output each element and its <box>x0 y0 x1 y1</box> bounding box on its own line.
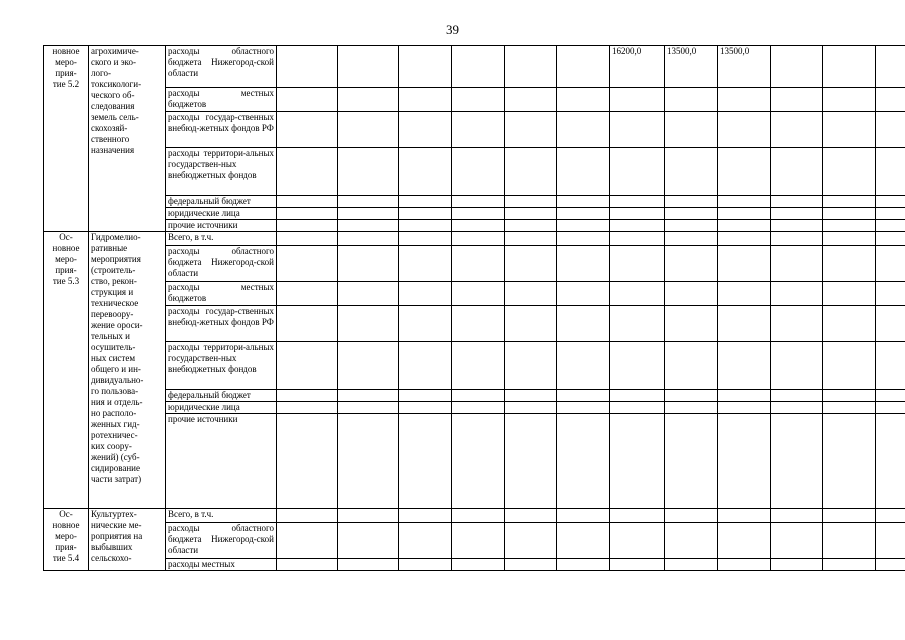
value-cell <box>338 342 399 390</box>
value-cell <box>771 390 823 402</box>
value-cell <box>277 148 338 196</box>
value-cell <box>505 208 557 220</box>
value-cell <box>399 46 452 88</box>
value-cell <box>876 148 905 196</box>
value-cell <box>718 196 771 208</box>
measure-name <box>89 232 166 509</box>
value-cell <box>399 306 452 342</box>
value-cell <box>876 88 905 112</box>
value-cell <box>610 88 665 112</box>
value-cell <box>665 342 718 390</box>
value-cell <box>610 414 665 509</box>
value-cell <box>771 509 823 523</box>
value-cell <box>505 282 557 306</box>
table-row <box>44 232 905 246</box>
value-cell <box>452 306 505 342</box>
value-cell <box>665 220 718 232</box>
value-cell <box>771 282 823 306</box>
value-cell <box>665 232 718 246</box>
funding-source: Всего, в т.ч. <box>166 232 277 246</box>
value-cell <box>557 46 610 88</box>
value-cell <box>718 390 771 402</box>
value-cell <box>718 509 771 523</box>
value-cell: 13500,0 <box>665 46 718 88</box>
value-cell <box>399 232 452 246</box>
value-cell <box>452 559 505 571</box>
value-cell <box>876 342 905 390</box>
value-cell <box>823 208 876 220</box>
measure-name-text: Культуртех- нические ме- роприятия на выбывших сельскохо- <box>91 509 143 563</box>
measure-code <box>44 232 89 509</box>
value-cell <box>557 559 610 571</box>
value-cell <box>665 414 718 509</box>
value-cell <box>557 148 610 196</box>
value-cell <box>665 402 718 414</box>
value-cell <box>718 523 771 559</box>
value-cell <box>505 148 557 196</box>
value-cell <box>399 282 452 306</box>
value-cell <box>876 112 905 148</box>
value-cell <box>823 148 876 196</box>
value-cell: 16200,0 <box>610 46 665 88</box>
value-cell <box>610 148 665 196</box>
page-number: 39 <box>446 22 459 37</box>
value-cell <box>876 306 905 342</box>
table-row <box>44 523 905 559</box>
funding-source: федеральный бюджет <box>166 390 277 402</box>
value-cell <box>505 196 557 208</box>
value-cell <box>665 390 718 402</box>
value-cell <box>277 390 338 402</box>
value-cell <box>399 246 452 282</box>
value-cell <box>505 306 557 342</box>
value-cell <box>452 523 505 559</box>
funding-source: расходы областного бюджета Нижегород-ской области <box>166 46 277 88</box>
value-cell <box>452 402 505 414</box>
value-cell <box>277 196 338 208</box>
value-cell <box>505 88 557 112</box>
value-cell <box>277 232 338 246</box>
value-cell <box>557 402 610 414</box>
funding-source: расходы местных бюджетов <box>166 282 277 306</box>
value-cell <box>610 232 665 246</box>
value-cell <box>452 246 505 282</box>
value-cell <box>771 232 823 246</box>
value-cell <box>277 112 338 148</box>
value-cell <box>665 523 718 559</box>
value-cell <box>823 246 876 282</box>
funding-source: расходы местных <box>166 559 277 571</box>
value-cell <box>771 196 823 208</box>
value-cell <box>277 46 338 88</box>
value-cell <box>823 523 876 559</box>
value-cell <box>338 220 399 232</box>
value-cell <box>452 208 505 220</box>
value-cell <box>823 509 876 523</box>
value-cell <box>610 390 665 402</box>
table-row <box>44 148 905 196</box>
value-cell <box>876 402 905 414</box>
funding-source: расходы государ-ственных внебюд-жетных фондов РФ <box>166 112 277 148</box>
funding-source: расходы местных бюджетов <box>166 88 277 112</box>
table-row <box>44 282 905 306</box>
value-cell <box>718 148 771 196</box>
value-cell <box>277 559 338 571</box>
value-cell <box>665 196 718 208</box>
value-cell <box>823 220 876 232</box>
value-cell <box>718 414 771 509</box>
value-cell <box>876 282 905 306</box>
measure-code-text: Ос- новное меро- прия- тие 5.3 <box>52 232 80 286</box>
value-cell <box>505 523 557 559</box>
value-cell <box>876 232 905 246</box>
value-cell <box>771 342 823 390</box>
value-cell: 13500,0 <box>718 46 771 88</box>
value-cell <box>338 402 399 414</box>
value-cell <box>823 402 876 414</box>
value-cell <box>771 246 823 282</box>
value-cell <box>505 509 557 523</box>
value-cell <box>876 246 905 282</box>
value-cell <box>557 232 610 246</box>
value-cell <box>277 246 338 282</box>
measure-code-text: новное меро- прия- тие 5.2 <box>52 46 80 89</box>
funding-source: расходы государ-ственных внебюд-жетных фондов РФ <box>166 306 277 342</box>
value-cell <box>876 390 905 402</box>
value-cell <box>823 282 876 306</box>
value-cell <box>338 88 399 112</box>
table-row <box>44 112 905 148</box>
value-cell <box>452 220 505 232</box>
table-row <box>44 306 905 342</box>
value-cell <box>452 414 505 509</box>
value-cell <box>277 306 338 342</box>
value-cell <box>876 196 905 208</box>
funding-source: юридические лица <box>166 208 277 220</box>
value-cell <box>338 306 399 342</box>
value-cell <box>771 559 823 571</box>
value-cell <box>557 414 610 509</box>
value-cell <box>557 112 610 148</box>
table-row <box>44 342 905 390</box>
value-cell <box>505 46 557 88</box>
value-cell <box>277 402 338 414</box>
value-cell <box>665 246 718 282</box>
value-cell <box>277 342 338 390</box>
value-cell <box>557 523 610 559</box>
value-cell <box>338 232 399 246</box>
value-cell <box>505 390 557 402</box>
value-cell <box>338 112 399 148</box>
value-cell <box>399 402 452 414</box>
value-cell <box>823 196 876 208</box>
value-cell <box>452 342 505 390</box>
value-cell <box>718 306 771 342</box>
table-row <box>44 390 905 402</box>
funding-source: прочие источники <box>166 414 277 509</box>
funding-source: расходы областного бюджета Нижегород-ской области <box>166 523 277 559</box>
value-cell <box>718 112 771 148</box>
value-cell <box>771 402 823 414</box>
value-cell <box>399 390 452 402</box>
measure-name <box>89 509 166 571</box>
value-cell <box>718 220 771 232</box>
value-cell <box>610 559 665 571</box>
value-cell <box>452 232 505 246</box>
value-cell <box>823 88 876 112</box>
value-cell <box>610 509 665 523</box>
value-cell <box>338 196 399 208</box>
value-cell <box>452 196 505 208</box>
value-cell <box>771 208 823 220</box>
value-cell <box>452 46 505 88</box>
value-cell <box>610 208 665 220</box>
measure-name-text: Гидромелио- ративные мероприятия (строитель- ство, рекон- струкция и техническое перевоору- жение ороси- тельных и осушитель- ных систем общего и ин- дивидуально- го пользова- ния и отдель- но располо- женных гид- ротехничес- ких соору- жений) (суб- сидирование части затрат) <box>91 232 144 484</box>
value-cell <box>399 208 452 220</box>
value-cell <box>505 414 557 509</box>
value-cell <box>505 342 557 390</box>
value-cell <box>277 414 338 509</box>
value-cell <box>338 208 399 220</box>
table-row <box>44 196 905 208</box>
table-row <box>44 88 905 112</box>
value-cell <box>823 112 876 148</box>
table-row <box>44 414 905 509</box>
value-cell <box>557 390 610 402</box>
value-cell <box>718 402 771 414</box>
table-row <box>44 509 905 523</box>
measure-name <box>89 46 166 232</box>
value-cell <box>338 148 399 196</box>
value-cell <box>610 246 665 282</box>
funding-source: юридические лица <box>166 402 277 414</box>
value-cell <box>557 88 610 112</box>
value-cell <box>557 306 610 342</box>
value-cell <box>718 246 771 282</box>
value-cell <box>610 220 665 232</box>
value-cell <box>610 523 665 559</box>
value-cell <box>338 559 399 571</box>
value-cell <box>610 342 665 390</box>
value-cell <box>338 282 399 306</box>
value-cell <box>338 390 399 402</box>
value-cell <box>610 306 665 342</box>
table-row <box>44 220 905 232</box>
table-row <box>44 208 905 220</box>
value-cell <box>665 509 718 523</box>
value-cell <box>718 232 771 246</box>
value-cell <box>718 88 771 112</box>
measure-code <box>44 46 89 232</box>
value-cell <box>823 46 876 88</box>
value-cell <box>399 112 452 148</box>
value-cell <box>277 208 338 220</box>
funding-source: Всего, в т.ч. <box>166 509 277 523</box>
value-cell <box>505 402 557 414</box>
value-cell <box>610 282 665 306</box>
value-cell <box>718 282 771 306</box>
value-cell <box>876 559 905 571</box>
value-cell <box>771 414 823 509</box>
table-row <box>44 246 905 282</box>
measure-name-text: агрохимиче- ского и эко- лого- токсикологи- ческого об- следования земель сель- скохозяй- ственного назначения <box>91 46 142 155</box>
value-cell <box>823 559 876 571</box>
value-cell <box>771 523 823 559</box>
value-cell <box>823 342 876 390</box>
value-cell <box>823 414 876 509</box>
value-cell <box>557 342 610 390</box>
value-cell <box>557 282 610 306</box>
value-cell <box>505 232 557 246</box>
value-cell <box>452 390 505 402</box>
value-cell <box>338 523 399 559</box>
table-row <box>44 402 905 414</box>
value-cell <box>665 282 718 306</box>
budget-table <box>43 45 905 571</box>
value-cell <box>665 88 718 112</box>
funding-source: расходы территори-альных государствен-ных внебюджетных фондов <box>166 342 277 390</box>
value-cell <box>399 509 452 523</box>
value-cell <box>399 148 452 196</box>
value-cell <box>557 246 610 282</box>
value-cell <box>338 46 399 88</box>
value-cell <box>338 414 399 509</box>
value-cell <box>399 414 452 509</box>
value-cell <box>557 220 610 232</box>
measure-code <box>44 509 89 571</box>
value-cell <box>277 509 338 523</box>
value-cell <box>505 246 557 282</box>
measure-code-text: Ос- новное меро- прия- тие 5.4 <box>52 509 80 563</box>
value-cell <box>665 112 718 148</box>
value-cell <box>277 523 338 559</box>
value-cell <box>876 220 905 232</box>
value-cell <box>338 246 399 282</box>
value-cell <box>505 559 557 571</box>
value-cell <box>399 342 452 390</box>
value-cell <box>876 46 905 88</box>
value-cell <box>771 112 823 148</box>
value-cell <box>665 306 718 342</box>
value-cell <box>610 196 665 208</box>
value-cell <box>771 46 823 88</box>
value-cell <box>338 509 399 523</box>
value-cell <box>505 220 557 232</box>
value-cell <box>452 148 505 196</box>
value-cell <box>718 208 771 220</box>
value-cell <box>876 208 905 220</box>
value-cell <box>452 112 505 148</box>
value-cell <box>823 232 876 246</box>
value-cell <box>876 414 905 509</box>
value-cell <box>505 112 557 148</box>
value-cell <box>610 402 665 414</box>
value-cell <box>399 220 452 232</box>
value-cell <box>277 282 338 306</box>
funding-source: прочие источники <box>166 220 277 232</box>
value-cell <box>557 509 610 523</box>
value-cell <box>771 220 823 232</box>
value-cell <box>665 208 718 220</box>
value-cell <box>399 196 452 208</box>
funding-source: расходы областного бюджета Нижегород-ской области <box>166 246 277 282</box>
value-cell <box>557 196 610 208</box>
value-cell <box>876 523 905 559</box>
value-cell <box>665 148 718 196</box>
table-row <box>44 46 905 88</box>
value-cell <box>452 282 505 306</box>
value-cell <box>557 208 610 220</box>
value-cell <box>718 342 771 390</box>
value-cell <box>399 88 452 112</box>
value-cell <box>771 148 823 196</box>
funding-source: федеральный бюджет <box>166 196 277 208</box>
value-cell <box>452 509 505 523</box>
funding-source: расходы территори-альных государствен-ных внебюджетных фондов <box>166 148 277 196</box>
value-cell <box>277 88 338 112</box>
value-cell <box>277 220 338 232</box>
table-row <box>44 559 905 571</box>
value-cell <box>718 559 771 571</box>
value-cell <box>610 112 665 148</box>
value-cell <box>399 523 452 559</box>
value-cell <box>823 390 876 402</box>
value-cell <box>452 88 505 112</box>
value-cell <box>665 559 718 571</box>
value-cell <box>876 509 905 523</box>
value-cell <box>823 306 876 342</box>
value-cell <box>771 306 823 342</box>
value-cell <box>399 559 452 571</box>
value-cell <box>771 88 823 112</box>
